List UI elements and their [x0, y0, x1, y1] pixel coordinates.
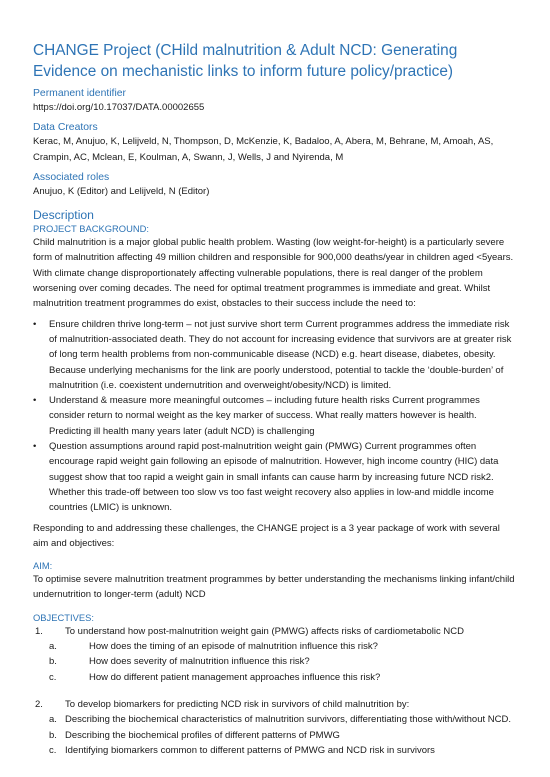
objective-item	[33, 697, 517, 712]
list-item	[33, 393, 517, 439]
list-item-text: Question assumptions around rapid post-malnutrition weight gain (PMWG) Current programmes often encourage rapid weight gain following an episode of malnutrition. However, high income country (HIC) data suggest show that too rapid a weight gain in small infants can cause harm by increasing future NCD risk2. Whether this trade-off between too slow vs too fast weight recovery also applies in low-and middle income countries (LMIC) is unknown.	[49, 441, 499, 514]
closing-paragraph: Responding to and addressing these challenges, the CHANGE project is a 3 year package of work with several aim and objectives:	[33, 522, 500, 549]
objective-item	[33, 624, 517, 639]
sub-objective-text: Describing the biochemical characteristics of malnutrition survivors, differentiating those with/without NCD.	[65, 714, 511, 726]
identifier-link[interactable]: https://doi.org/10.17037/DATA.00002655	[33, 102, 205, 113]
objective-text: To understand how post-malnutrition weight gain (PMWG) affects risks of cardiometabolic NCD	[65, 625, 464, 637]
list-item	[33, 439, 517, 515]
background-paragraph: Child malnutrition is a major global public health problem. Wasting (low weight-for-height) is a particularly severe form of malnutrition affecting 49 million children and responsible for 900,000 deaths/year in children aged <5years. With climate change disproportionately affecting vulnerable populations, there is real danger of the problem worsening over coming decades. The need for optimal treatment programmes is immediate and great. Whilst malnutrition treatment programmes do exist, obstacles to their success include the need to:	[33, 237, 514, 310]
sub-objective-item	[33, 743, 517, 758]
creators-heading: Data Creators	[33, 122, 98, 134]
roles-text: Anujuo, K (Editor) and Lelijveld, N (Editor)	[33, 185, 210, 197]
sub-objective-letter: b.	[49, 729, 57, 741]
sub-objective-item	[33, 670, 517, 685]
identifier-heading: Permanent identifier	[33, 88, 126, 99]
bullet-icon: •	[33, 395, 37, 407]
sub-objective-item	[33, 654, 517, 669]
sub-objective-text: Describing the biochemical profiles of different patterns of PMWG	[65, 729, 340, 741]
sub-objective-item	[33, 712, 517, 727]
sub-objective-letter: b.	[49, 656, 57, 668]
sub-objective-letter: c.	[49, 744, 57, 756]
challenges-list	[33, 317, 517, 516]
list-item-text: Understand & measure more meaningful outcomes – including future health risks Current programmes consider return to normal weight as the key marker of success. What really matters however is health. Predicting ill health many years later (adult NCD) is challenging	[49, 395, 480, 437]
sub-objective-text: Identifying biomarkers common to different patterns of PMWG and NCD risk in survivors	[65, 744, 435, 756]
background-heading: PROJECT BACKGROUND:	[33, 223, 149, 235]
bullet-icon: •	[33, 441, 37, 453]
list-item-text: Ensure children thrive long-term – not just survive short term Current programmes address the immediate risk of malnutrition-associated death. They do not account for increasing evidence that survivors are at greater risk of long term health problems from non-communicable disease (NCD) e.g. heart disease, diabetes, obesity. Because underlying mechanisms for the link are poorly understood, potential to tackle the ‘double-burden’ of malnutrition (i.e. coexistent undernutrition and overweight/obesity/NCD) is limited.	[49, 318, 512, 391]
roles-heading: Associated roles	[33, 171, 110, 183]
sub-objective-item	[33, 728, 517, 743]
sub-objective-letter: a.	[49, 641, 57, 653]
aim-heading: AIM:	[33, 560, 53, 572]
sub-objective-text: How does the timing of an episode of malnutrition influence this risk?	[89, 641, 378, 653]
objective-text: To develop biomarkers for predicting NCD risk in survivors of child malnutrition by:	[65, 698, 410, 710]
sub-objective-text: How do different patient management approaches influence this risk?	[89, 671, 381, 683]
document-title: CHANGE Project (CHild malnutrition & Adult NCD: Generating Evidence on mechanistic links to inform future policy/practice)	[33, 42, 458, 80]
sub-objective-letter: a.	[49, 714, 57, 726]
objective-number: 1.	[35, 625, 43, 637]
description-heading: Description	[33, 208, 94, 223]
aim-text: To optimise severe malnutrition treatment programmes by better understanding the mechanisms linking infant/child undernutrition to longer-term (adult) NCD	[33, 574, 515, 601]
list-item	[33, 317, 517, 393]
document-page	[33, 40, 517, 758]
sub-objective-item	[33, 639, 517, 654]
bullet-icon: •	[33, 318, 37, 330]
sub-objective-letter: c.	[49, 671, 57, 683]
objective-number: 2.	[35, 698, 43, 710]
creators-text: Kerac, M, Anujuo, K, Lelijveld, N, Thompson, D, McKenzie, K, Badaloo, A, Abera, M, Behrane, M, Amoah, AS, Crampin, AC, Mclean, E, Koulman, A, Swann, J, Wells, J and Nyirenda, M	[33, 136, 494, 163]
sub-objective-text: How does severity of malnutrition influence this risk?	[89, 656, 310, 668]
objectives-heading: OBJECTIVES:	[33, 611, 94, 623]
